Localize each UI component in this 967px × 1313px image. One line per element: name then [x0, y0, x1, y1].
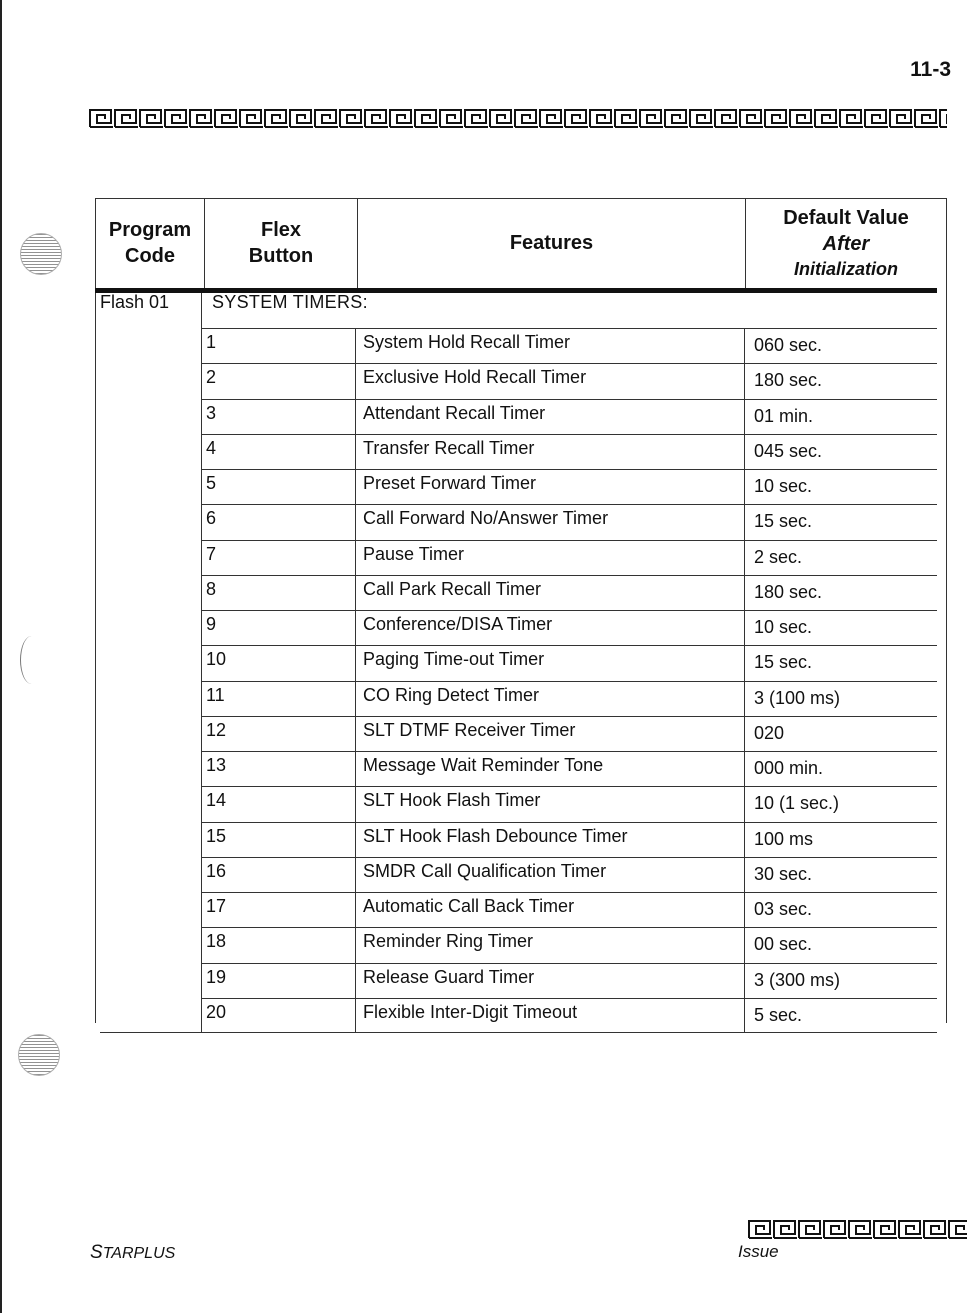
default-value: 2 sec. [754, 546, 803, 567]
header-default-value-line-3: Initialization [793, 259, 898, 279]
greek-key-motif [89, 108, 114, 128]
table-row [201, 540, 937, 575]
greek-key-motif [823, 1219, 848, 1239]
table-row [201, 963, 937, 998]
greek-key-motif [914, 108, 939, 128]
default-value: 10 (1 sec.) [754, 793, 840, 814]
flex-button-number: 9 [206, 614, 217, 634]
flex-button-number: 20 [206, 1001, 227, 1022]
feature-name: Call Forward No/Answer Timer [363, 508, 609, 529]
flex-button-number: 2 [206, 367, 217, 388]
feature-name: SLT Hook Flash Timer [363, 790, 541, 811]
table-row [201, 363, 937, 398]
feature-name: System Hold Recall Timer [363, 332, 571, 352]
greek-key-motif [389, 108, 414, 128]
table-row [201, 716, 937, 751]
flex-button-number: 16 [206, 860, 227, 881]
header-default-value-line-2: After [822, 233, 870, 255]
footer-product-initial: S [90, 1242, 103, 1263]
flex-button-number: 7 [206, 543, 217, 564]
binder-hole-top [20, 233, 62, 275]
greek-key-motif [739, 108, 764, 128]
greek-key-motif [798, 1219, 823, 1239]
feature-name: Exclusive Hold Recall Timer [363, 367, 587, 388]
table-row [201, 575, 937, 610]
feature-name: Conference/DISA Timer [363, 614, 553, 634]
section-title: SYSTEM TIMERS: [212, 292, 368, 312]
default-value: 03 sec. [754, 899, 813, 919]
header-features [358, 198, 745, 288]
default-value: 045 sec. [754, 440, 823, 461]
greek-key-motif [214, 108, 239, 128]
default-value: 00 sec. [754, 934, 813, 955]
greek-key-motif [873, 1219, 898, 1239]
greek-key-motif [364, 108, 389, 128]
page-number: 11-3 [910, 58, 951, 81]
timers-table [95, 198, 947, 1033]
header-default-value [746, 198, 946, 288]
greek-key-motif [923, 1219, 948, 1239]
page-left-edge [0, 0, 2, 1313]
greek-key-motif [764, 108, 789, 128]
flex-button-number: 18 [206, 931, 227, 952]
greek-key-motif [748, 1219, 773, 1239]
table-row [201, 469, 937, 504]
feature-name: Flexible Inter-Digit Timeout [363, 1001, 578, 1022]
header-program-code-line-1: Program [108, 219, 192, 241]
flex-button-number: 14 [206, 790, 227, 811]
table-row [201, 434, 937, 469]
feature-name: Reminder Ring Timer [363, 931, 534, 952]
table-row [201, 645, 937, 680]
table-row [201, 751, 937, 786]
greek-key-motif [514, 108, 539, 128]
greek-key-motif [539, 108, 564, 128]
greek-key-motif [589, 108, 614, 128]
greek-key-motif [414, 108, 439, 128]
greek-key-motif [164, 108, 189, 128]
header-default-value-line-1: Default Value [783, 207, 909, 229]
default-value: 10 sec. [754, 476, 813, 496]
greek-key-motif [714, 108, 739, 128]
table-row [201, 786, 937, 821]
default-value: 180 sec. [754, 370, 823, 391]
greek-key-motif [314, 108, 339, 128]
greek-key-border-top [89, 108, 947, 128]
header-features-label: Features [509, 232, 594, 254]
flex-button-number: 19 [206, 966, 227, 987]
greek-key-motif [464, 108, 489, 128]
flex-button-number: 1 [206, 332, 217, 352]
flex-button-number: 3 [206, 402, 217, 423]
table-row [201, 681, 937, 716]
greek-key-motif [264, 108, 289, 128]
footer-issue: Issue [738, 1242, 779, 1261]
greek-key-motif [489, 108, 514, 128]
greek-key-motif [814, 108, 839, 128]
greek-key-motif [864, 108, 889, 128]
footer-product-name [90, 1242, 175, 1264]
program-code-value: Flash 01 [100, 292, 170, 312]
greek-key-motif [889, 108, 914, 128]
greek-key-motif [189, 108, 214, 128]
feature-name: SMDR Call Qualification Timer [363, 860, 607, 881]
flex-button-number: 12 [206, 719, 227, 740]
flex-button-number: 11 [206, 684, 225, 705]
greek-key-motif [898, 1219, 923, 1239]
flex-button-number: 5 [206, 473, 217, 493]
feature-name: Call Park Recall Timer [363, 578, 542, 599]
table-row [201, 927, 937, 962]
greek-key-motif [139, 108, 164, 128]
default-value: 15 sec. [754, 511, 813, 532]
flex-button-number: 4 [206, 437, 217, 458]
table-row [201, 892, 937, 927]
feature-name: SLT Hook Flash Debounce Timer [363, 825, 628, 846]
feature-name: CO Ring Detect Timer [363, 684, 540, 705]
default-value: 060 sec. [754, 335, 823, 355]
greek-key-motif [664, 108, 689, 128]
greek-key-motif [289, 108, 314, 128]
greek-key-motif [614, 108, 639, 128]
table-bottom-border [100, 1032, 937, 1033]
default-value: 180 sec. [754, 581, 823, 602]
scan-mark [20, 636, 43, 684]
feature-name: SLT DTMF Receiver Timer [363, 719, 576, 740]
feature-name: Transfer Recall Timer [363, 437, 535, 458]
flex-button-number: 10 [206, 649, 227, 670]
flex-button-number: 8 [206, 578, 217, 599]
default-value: 3 (300 ms) [754, 969, 841, 990]
default-value: 10 sec. [754, 617, 813, 637]
flex-button-number: 6 [206, 508, 217, 529]
timer-rows [201, 328, 937, 1033]
table-row [201, 822, 937, 857]
feature-name: Message Wait Reminder Tone [363, 755, 604, 775]
table-right-border [946, 198, 947, 1023]
default-value: 5 sec. [754, 1004, 803, 1025]
greek-key-border-bottom [748, 1219, 967, 1239]
greek-key-motif [114, 108, 139, 128]
greek-key-motif [948, 1219, 967, 1239]
footer-product-rest: TARPLUS [102, 1245, 176, 1262]
greek-key-motif [939, 108, 947, 128]
greek-key-motif [848, 1219, 873, 1239]
default-value: 01 min. [754, 405, 814, 426]
greek-key-motif [339, 108, 364, 128]
greek-key-motif [564, 108, 589, 128]
default-value: 3 (100 ms) [754, 687, 841, 708]
feature-name: Release Guard Timer [363, 966, 535, 987]
table-row [201, 399, 937, 434]
flex-button-number: 17 [206, 896, 227, 916]
table-row [201, 504, 937, 539]
table-row [201, 610, 937, 645]
feature-name: Attendant Recall Timer [363, 402, 546, 423]
flex-button-number: 13 [206, 755, 227, 775]
greek-key-motif [689, 108, 714, 128]
table-row [201, 857, 937, 892]
default-value: 15 sec. [754, 652, 813, 673]
default-value: 100 ms [754, 828, 814, 849]
greek-key-motif [789, 108, 814, 128]
table-row [201, 998, 937, 1033]
greek-key-motif [839, 108, 864, 128]
header-flex-button-line-1: Flex [260, 219, 302, 241]
feature-name: Pause Timer [363, 543, 465, 564]
binder-hole-bottom [18, 1034, 60, 1076]
greek-key-motif [639, 108, 664, 128]
greek-key-motif [439, 108, 464, 128]
default-value: 020 [754, 722, 785, 743]
table-row [201, 328, 937, 363]
feature-name: Preset Forward Timer [363, 473, 537, 493]
feature-name: Automatic Call Back Timer [363, 896, 575, 916]
header-program-code-line-2: Code [125, 245, 175, 267]
feature-name: Paging Time-out Timer [363, 649, 545, 670]
header-program-code [96, 198, 204, 288]
default-value: 000 min. [754, 758, 824, 778]
default-value: 30 sec. [754, 863, 813, 884]
flex-button-number: 15 [206, 825, 227, 846]
header-flex-button-line-2: Button [248, 245, 314, 267]
greek-key-motif [239, 108, 264, 128]
header-flex-button [205, 198, 357, 288]
greek-key-motif [773, 1219, 798, 1239]
table-left-border [95, 198, 96, 1023]
